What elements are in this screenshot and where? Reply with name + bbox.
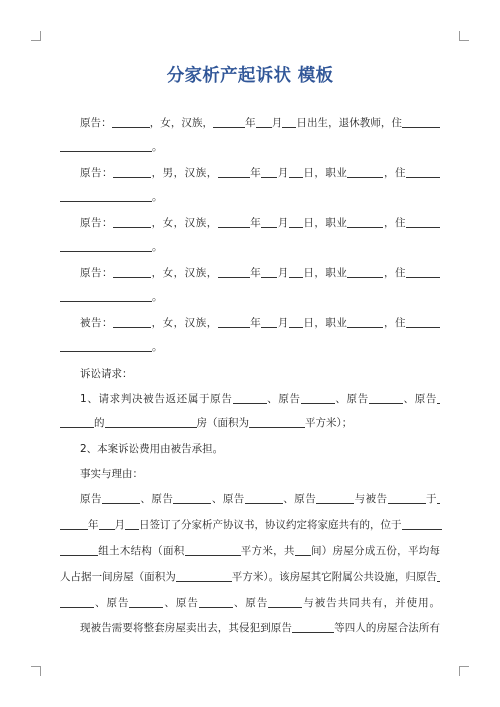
facts-line-4: 人占据一间房屋（面积为 平方米）。该房屋其它附属公共设施，归原告 [60,570,440,584]
party-4-line-2: 。 [60,290,440,304]
corner-mark-top-left [31,31,41,41]
party-1-line-2: 。 [60,140,440,154]
party-1-line-1: 原告： ，女，汉族， 年 月 日出生，退休教师，住 [80,116,440,130]
facts-line-5: 、原告 、原告 、原告 与被告共同共有，并使用。 [60,596,440,610]
claim-1-line-2: 的 房（面积为 平方米）； [60,416,440,430]
facts-line-6: 现被告需要将整套房屋卖出去，其侵犯到原告 等四人的房屋合法所有 [80,622,440,634]
party-3-line-2: 。 [60,240,440,254]
claim-1-line-1: 1、请求判决被告返还属于原告 、原告 、原告 、原告 [80,392,440,406]
party-4-line-1: 原告： ，女，汉族， 年 月 日，职业 ，住 [80,266,440,280]
document-title: 分家析产起诉状 模板 [166,66,334,86]
facts-heading: 事实与理由： [80,468,143,480]
party-2-line-2: 。 [60,190,440,204]
facts-line-2: 年 月 日签订了分家析产协议书，协议约定将家庭共有的，位于 [60,518,440,532]
defendant-line-2: 。 [60,340,440,354]
defendant-line-1: 被告： ，女，汉族， 年 月 日，职业 ，住 [80,316,440,330]
corner-mark-bottom-right [459,666,469,676]
party-3-line-1: 原告： ，女，汉族， 年 月 日，职业 ，住 [80,216,440,230]
party-2-line-1: 原告： ，男，汉族， 年 月 日，职业 ，住 [80,166,440,180]
claim-2: 2、本案诉讼费用由被告承担。 [80,443,224,455]
corner-mark-bottom-left [31,666,41,676]
corner-mark-top-right [459,31,469,41]
claims-heading: 诉讼请求： [80,368,133,380]
facts-line-1: 原告 、原告 、原告 、原告 与被告 于 [80,492,440,506]
facts-line-3: 组土木结构（面积 平方米，共 间）房屋分成五份，平均每 [60,544,440,558]
